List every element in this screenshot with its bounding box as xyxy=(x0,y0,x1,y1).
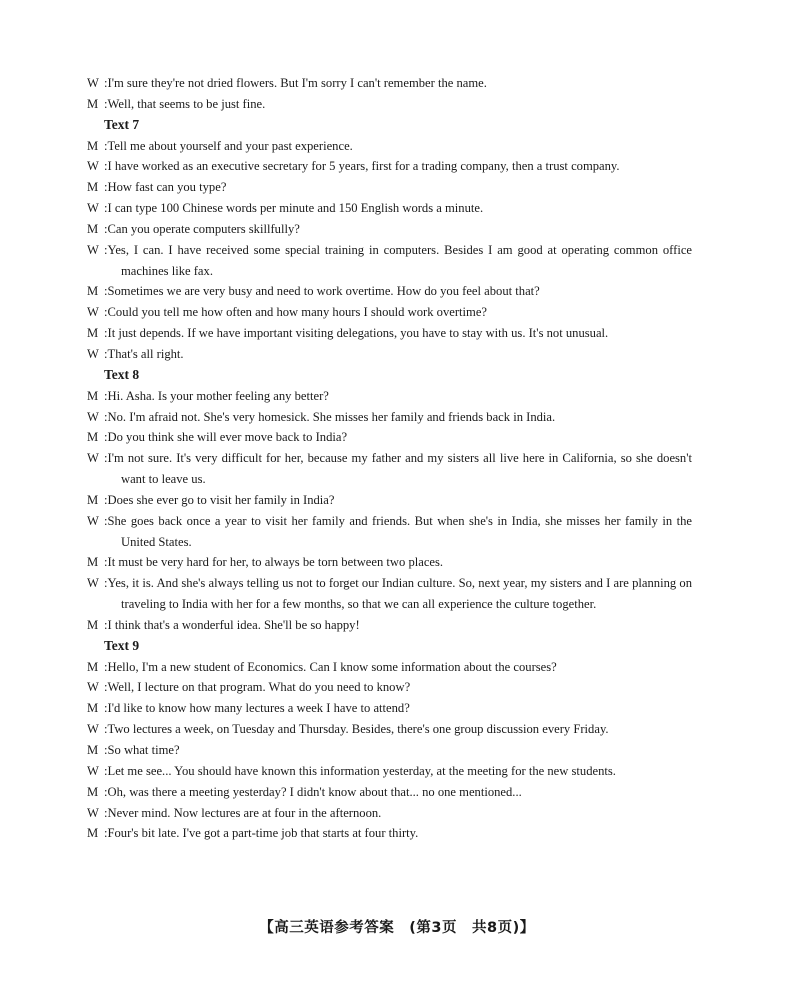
dialogue-line: M :Sometimes we are very busy and need to work overtime. How do you feel about that? xyxy=(87,284,540,299)
section-heading: Text 9 xyxy=(104,637,140,653)
dialogue-text: I think that's a wonderful idea. She'll be so happy! xyxy=(107,617,360,632)
dialogue-line: M :Can you operate computers skillfully? xyxy=(87,221,300,236)
section-heading: Text 8 xyxy=(104,366,140,382)
speaker-separator: : xyxy=(104,555,108,570)
dialogue-text: Never mind. Now lectures are at four in the afternoon. xyxy=(107,805,382,820)
dialogue-line: M :How fast can you type? xyxy=(87,180,227,195)
dialogue-text: That's all right. xyxy=(107,346,184,361)
dialogue-line: W :Yes, I can. I have received some special training in computers. Besides I am good at operating common office machines like fax. xyxy=(87,242,692,278)
dialogue-line: M :So what time? xyxy=(87,743,180,757)
dialogue-line: M :Hello, I'm a new student of Economics. Can I know some information about the courses? xyxy=(87,659,557,674)
speaker-separator: : xyxy=(104,242,108,257)
speaker-separator: : xyxy=(104,659,108,674)
speaker-separator: : xyxy=(104,513,108,528)
dialogue-text: Let me see... You should have known this information yesterday, at the meeting for the new students. xyxy=(107,763,616,778)
speaker-separator: : xyxy=(104,346,108,361)
dialogue-line: W :I'm not sure. It's very difficult for her, because my father and my sisters all live here in California, so she doesn't want to leave us. xyxy=(87,451,692,487)
dialogue-text: It must be very hard for her, to always be torn between two places. xyxy=(107,555,444,570)
dialogue-text: It just depends. If we have important visiting delegations, you have to stay with us. It's not unusual. xyxy=(107,326,609,341)
dialogue-line: M :Tell me about yourself and your past experience. xyxy=(87,138,353,153)
speaker-separator: : xyxy=(104,96,108,111)
dialogue-text: Two lectures a week, on Tuesday and Thursday. Besides, there's one group discussion every Friday. xyxy=(107,722,609,737)
dialogue-text: Sometimes we are very busy and need to work overtime. How do you feel about that? xyxy=(107,284,540,299)
dialogue-line: W :I can type 100 Chinese words per minute and 150 English words a minute. xyxy=(87,201,484,216)
speaker-separator: : xyxy=(104,221,108,236)
dialogue-text: I have worked as an executive secretary for 5 years, first for a trading company, then a trust company. xyxy=(107,159,620,174)
dialogue-text: Four's bit late. I've got a part-time job that starts at four thirty. xyxy=(107,826,419,841)
speaker-separator: : xyxy=(104,430,108,445)
dialogue-line: W :Let me see... You should have known this information yesterday, at the meeting for the new students. xyxy=(87,763,616,778)
speaker-separator: : xyxy=(104,326,108,341)
dialogue-text: Tell me about yourself and your past experience. xyxy=(107,138,353,153)
page-footer: 【高三英语参考答案 (第3页 共8页)】 xyxy=(259,920,535,936)
speaker-separator: : xyxy=(104,451,108,466)
dialogue-text: Could you tell me how often and how many hours I should work overtime? xyxy=(107,305,487,320)
speaker-separator: : xyxy=(104,76,108,90)
dialogue-line: M :Does she ever go to visit her family in India? xyxy=(87,492,335,507)
dialogue-text: Well, I lecture on that program. What do you need to know? xyxy=(107,680,411,695)
dialogue-text: Oh, was there a meeting yesterday? I didn't know about that... no one mentioned... xyxy=(107,784,522,799)
dialogue-text: So what time? xyxy=(107,743,180,757)
dialogue-line: M :Oh, was there a meeting yesterday? I didn't know about that... no one mentioned... xyxy=(87,784,522,799)
dialogue-line: M :I'd like to know how many lectures a week I have to attend? xyxy=(87,701,410,716)
speaker-separator: : xyxy=(104,680,108,695)
dialogue-line: M :Well, that seems to be just fine. xyxy=(87,96,266,111)
dialogue-line: W :That's all right. xyxy=(87,346,184,361)
speaker-separator: : xyxy=(104,284,108,299)
dialogue-line: M :Hi. Asha. Is your mother feeling any better? xyxy=(87,388,329,403)
dialogue-line: W :Well, I lecture on that program. What do you need to know? xyxy=(87,680,411,695)
dialogue-line: M :Do you think she will ever move back to India? xyxy=(87,430,348,445)
dialogue-text: Hello, I'm a new student of Economics. Can I know some information about the courses? xyxy=(107,659,557,674)
dialogue-text: Hi. Asha. Is your mother feeling any better? xyxy=(107,388,329,403)
speaker-separator: : xyxy=(104,576,108,591)
speaker-separator: : xyxy=(104,722,108,737)
dialogue-text: Do you think she will ever move back to India? xyxy=(107,430,348,445)
speaker-separator: : xyxy=(104,138,108,153)
dialogue-text: I'm not sure. It's very difficult for her, because my father and my sisters all live here in California, so she doesn't want to leave us. xyxy=(107,451,692,487)
dialogue-line: M :It must be very hard for her, to always be torn between two places. xyxy=(87,555,444,570)
dialogue-text: She goes back once a year to visit her family and friends. But when she's in India, she misses her family in the United States. xyxy=(107,513,692,549)
dialogue-line: W :No. I'm afraid not. She's very homesick. She misses her family and friends back in India. xyxy=(87,409,556,424)
speaker-separator: : xyxy=(104,159,108,174)
dialogue-line: W :Could you tell me how often and how many hours I should work overtime? xyxy=(87,305,487,320)
dialogue-text: I'd like to know how many lectures a week I have to attend? xyxy=(107,701,410,716)
dialogue-text: Well, that seems to be just fine. xyxy=(107,96,266,111)
speaker-separator: : xyxy=(104,388,108,403)
dialogue-text: Yes, I can. I have received some special training in computers. Besides I am good at operating common office machines like fax. xyxy=(107,242,692,278)
dialogue-line: W :Yes, it is. And she's always telling us not to forget our Indian culture. So, next year, my sisters and I are planning on traveling to India with her for a few months, so that we can all experience the culture together. xyxy=(87,576,692,612)
dialogue-line: W :I'm sure they're not dried flowers. But I'm sorry I can't remember the name. xyxy=(87,76,487,90)
speaker-separator: : xyxy=(104,305,108,320)
dialogue-text: How fast can you type? xyxy=(107,180,227,195)
dialogue-line: M :Four's bit late. I've got a part-time job that starts at four thirty. xyxy=(87,826,419,841)
dialogue-line: W :I have worked as an executive secretary for 5 years, first for a trading company, then a trust company. xyxy=(87,159,620,174)
dialogue-line: M :I think that's a wonderful idea. She'll be so happy! xyxy=(87,617,360,632)
dialogue-text: Yes, it is. And she's always telling us not to forget our Indian culture. So, next year, my sisters and I are planning on traveling to India with her for a few months, so that we can all experience the culture together. xyxy=(107,576,692,612)
document-body xyxy=(87,73,692,844)
speaker-separator: : xyxy=(104,617,108,632)
dialogue-text: I can type 100 Chinese words per minute and 150 English words a minute. xyxy=(107,201,484,216)
dialogue-text: I'm sure they're not dried flowers. But I'm sorry I can't remember the name. xyxy=(107,76,487,90)
speaker-separator: : xyxy=(104,743,108,757)
speaker-separator: : xyxy=(104,701,108,716)
speaker-separator: : xyxy=(104,492,108,507)
dialogue-line: W :She goes back once a year to visit her family and friends. But when she's in India, she misses her family in the United States. xyxy=(87,513,692,549)
dialogue-text: No. I'm afraid not. She's very homesick. She misses her family and friends back in India. xyxy=(107,409,556,424)
dialogue-line: W :Never mind. Now lectures are at four in the afternoon. xyxy=(87,805,382,820)
speaker-separator: : xyxy=(104,180,108,195)
section-heading: Text 7 xyxy=(104,116,140,132)
speaker-separator: : xyxy=(104,826,108,841)
speaker-separator: : xyxy=(104,763,108,778)
speaker-separator: : xyxy=(104,201,108,216)
dialogue-line: M :It just depends. If we have important visiting delegations, you have to stay with us. It's not unusual. xyxy=(87,326,609,341)
speaker-separator: : xyxy=(104,784,108,799)
dialogue-text: Can you operate computers skillfully? xyxy=(107,221,300,236)
dialogue-line: W :Two lectures a week, on Tuesday and Thursday. Besides, there's one group discussion every Friday. xyxy=(87,722,609,737)
dialogue-text: Does she ever go to visit her family in India? xyxy=(107,492,335,507)
speaker-separator: : xyxy=(104,409,108,424)
speaker-separator: : xyxy=(104,805,108,820)
